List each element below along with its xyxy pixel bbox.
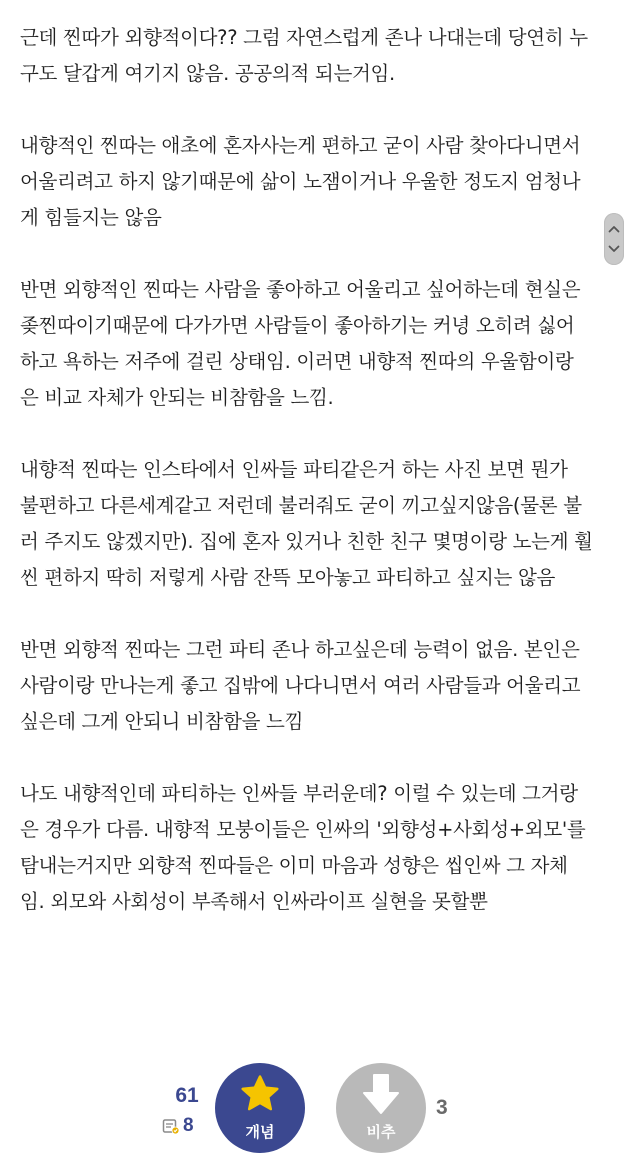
chevron-up-icon — [608, 225, 620, 233]
recommend-count: 61 — [175, 1084, 199, 1107]
post-text-line: 근데 찐따가 외향적이다?? 그럼 자연스럽게 존나 나대는데 당연히 누 — [20, 26, 588, 49]
post-text-line: 반면 외향적인 찐따는 사람을 좋아하고 어울리고 싶어하는데 현실은 — [20, 278, 581, 301]
post-text-line: 씬 편하지 딱히 저렇게 사람 잔뜩 모아놓고 파티하고 싶지는 않음 — [20, 566, 556, 589]
post-paragraph — [20, 272, 624, 416]
post-paragraph — [20, 20, 624, 92]
post-text-line: 은 비교 자체가 안되는 비참함을 느낌. — [20, 386, 334, 409]
not-recommend-label: 비추 — [366, 1123, 396, 1141]
post-paragraph — [20, 452, 624, 596]
post-text-line: 좆찐따이기때문에 다가가면 사람들이 좋아하기는 커녕 오히려 싫어 — [20, 314, 575, 337]
post-text-line: 나도 내향적인데 파티하는 인싸들 부러운데? 이럴 수 있는데 그거랑 — [20, 782, 578, 805]
post-text-line: 내향적인 찐따는 애초에 혼자사는게 편하고 굳이 사람 찾아다니면서 — [20, 134, 581, 157]
post-text-line: 내향적 찐따는 인스타에서 인싸들 파티같은거 하는 사진 보면 뭔가 — [20, 458, 568, 481]
post-text-line: 불편하고 다른세계같고 저런데 불러줘도 굳이 끼고싶지않음(물론 불 — [20, 494, 582, 517]
fixed-recommend-icon — [162, 1117, 180, 1135]
fixed-recommend — [162, 1114, 194, 1138]
post-text-line: 임. 외모와 사회성이 부족해서 인싸라이프 실현을 못할뿐 — [20, 890, 488, 913]
post-text-line: 은 경우가 다름. 내향적 모붕이들은 인싸의 '외향성+사회성+외모'를 — [20, 818, 586, 841]
post-paragraph — [20, 776, 624, 920]
post-text-line: 사람이랑 만나는게 좋고 집밖에 나다니면서 여러 사람들과 어울리고 — [20, 674, 581, 697]
post-text-line: 하고 욕하는 저주에 걸린 상태임. 이러면 내향적 찐따의 우울함이랑 — [20, 350, 574, 373]
post-text-line: 어울리려고 하지 않기때문에 삶이 노잼이거나 우울한 정도지 엄청나 — [20, 170, 581, 193]
post-text-line: 게 힘들지는 않음 — [20, 206, 162, 229]
scroll-handle[interactable] — [604, 213, 624, 265]
post-text-line: 싶은데 그게 안되니 비참함을 느낌 — [20, 710, 304, 733]
not-recommend-button[interactable] — [336, 1063, 426, 1153]
post-text-line: 반면 외향적 찐따는 그런 파티 존나 하고싶은데 능력이 없음. 본인은 — [20, 638, 580, 661]
not-recommend-count: 3 — [436, 1096, 448, 1119]
post-paragraph — [20, 632, 624, 740]
post-paragraph — [20, 128, 624, 236]
down-arrow-icon — [361, 1071, 401, 1117]
recommend-button[interactable] — [215, 1063, 305, 1153]
post-body — [20, 20, 624, 956]
chevron-down-icon — [608, 245, 620, 253]
fixed-recommend-count: 8 — [183, 1115, 194, 1136]
star-icon — [239, 1073, 281, 1115]
vote-bar — [0, 1060, 640, 1160]
post-text-line: 탐내는거지만 외향적 찐따들은 이미 마음과 성향은 씹인싸 그 자체 — [20, 854, 568, 877]
post-text-line: 러 주지도 않겠지만). 집에 혼자 있거나 친한 친구 몇명이랑 노는게 훨 — [20, 530, 593, 553]
post-text-line: 구도 달갑게 여기지 않음. 공공의적 되는거임. — [20, 62, 395, 85]
recommend-label: 개념 — [245, 1123, 275, 1141]
